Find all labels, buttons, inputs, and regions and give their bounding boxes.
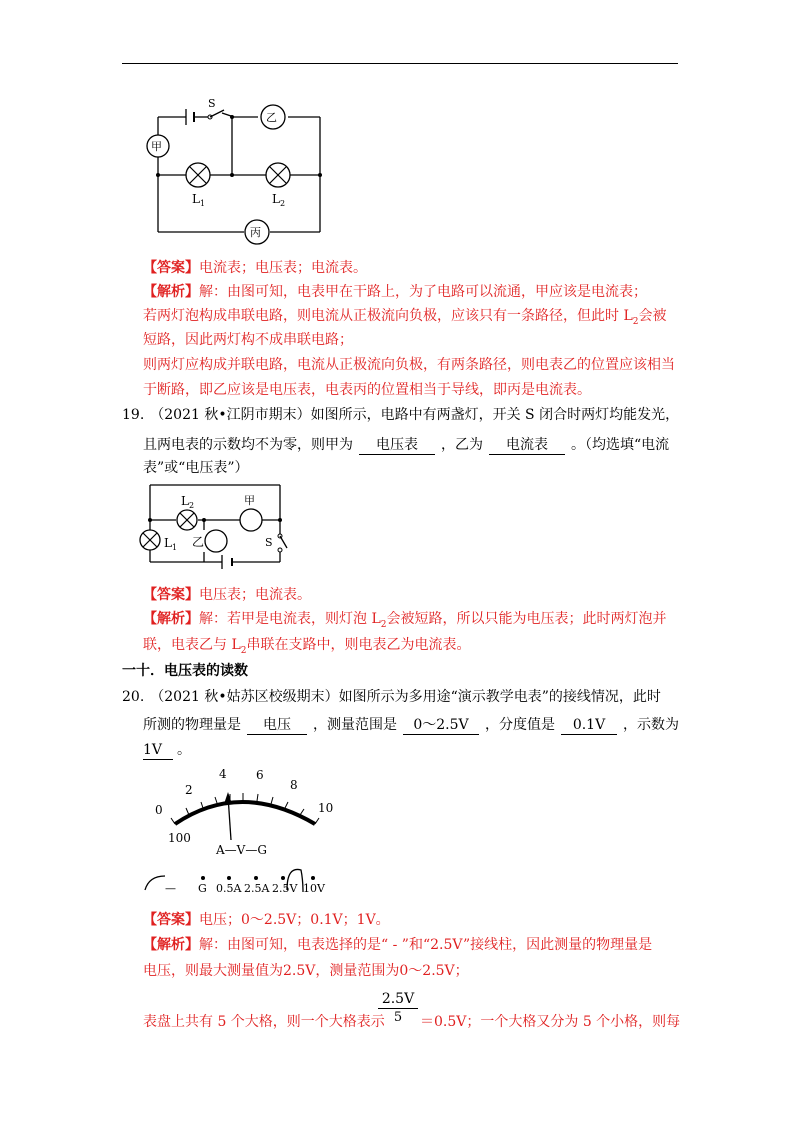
lamp-l1-label: $L_1$ (192, 192, 206, 208)
analysis-tag: 【解析】 (143, 284, 199, 300)
q19-line1: 19. （2021 秋•江阴市期末）如图所示，电路中有两盏灯，开关 S 闭合时两灯均能发光， (122, 407, 680, 423)
q19-analysis-line2: 联，电表乙与 $L_2$串联在支路中，则电表乙为电流表。 (143, 637, 471, 656)
q20-answer (143, 910, 390, 930)
q20-meter-figure (135, 762, 350, 897)
terminal-g: G (198, 882, 207, 895)
q19-circuit-figure (138, 480, 298, 572)
q20-line2: 所测的物理量是 电压 ，测量范围是 0～2.5V ，分度值是 0.1V ，示数为 (143, 717, 679, 733)
tick-4: 4 (219, 767, 227, 781)
dial-bottom-label: 100 (168, 831, 191, 845)
meter-jia (240, 509, 262, 531)
q18-circuit-figure (138, 95, 328, 245)
q20-blank1: 电压 (247, 716, 307, 735)
meter-yi (205, 530, 227, 552)
q19-line2: 且两电表的示数均不为零，则甲为 电压表 ，乙为 电流表 。（均选填“电流 (143, 437, 670, 453)
fraction-numerator: 2.5V (378, 990, 418, 1009)
fraction-denominator: 5 (393, 1010, 403, 1025)
q18-analysis-line5: 于断路，即乙应该是电压表，电表丙的位置相当于导线，即丙是电流表。 (143, 382, 591, 398)
meter-jia-label: 甲 (151, 140, 162, 153)
q19-blank2: 电流表 (489, 436, 565, 455)
meter-bing-label: 丙 (250, 226, 261, 239)
lamp-l2-label: $L_2$ (181, 494, 195, 510)
answer-tag: 【答案】 (143, 912, 199, 928)
q18-analysis-line4: 则两灯应构成并联电路，电流从正极流向负极，有两条路径，则电表乙的位置应该相当 (143, 357, 675, 373)
meter-yi-label: 乙 (266, 111, 277, 124)
q20-blank4: 1V (143, 741, 173, 760)
answer-text: 电压表；电流表。 (199, 587, 311, 603)
switch-label: S (208, 97, 216, 110)
section-heading: 一十．电压表的读数 (122, 663, 248, 679)
analysis-tag: 【解析】 (143, 937, 199, 953)
wire-left (145, 876, 165, 890)
switch-label: S (265, 536, 273, 549)
tick-0: 0 (155, 803, 163, 817)
q20-blank3: 0.1V (561, 716, 617, 735)
q20-analysis-line3a: 表盘上共有 5 个大格，则一个大格表示 (143, 1014, 385, 1030)
question-number: 20. (122, 689, 145, 705)
header-rule (122, 63, 678, 64)
meter-jia-label: 甲 (244, 494, 255, 507)
switch-blade (280, 536, 287, 548)
terminal-0-5a: 0.5A (216, 882, 242, 895)
question-number: 19. (122, 407, 145, 423)
junction-dot (230, 115, 234, 119)
tick-10: 10 (318, 801, 334, 815)
answer-tag: 【答案】 (143, 260, 199, 276)
tick-2: 2 (185, 783, 193, 797)
answer-text: 电压；0～2.5V；0.1V；1V。 (199, 912, 390, 928)
lamp-l2-label: $L_2$ (272, 192, 286, 208)
q19-line3: 表”或“电压表”） (143, 460, 249, 476)
q20-line3: 1V 。 (143, 742, 191, 758)
q18-analysis-line3: 短路，因此两灯构不成串联电路； (143, 332, 353, 348)
q18-analysis-line1: 【解析】解：由图可知，电表甲在干路上，为了电路可以流通，甲应该是电流表； (143, 284, 647, 300)
dial-arc (175, 802, 315, 824)
q18-analysis-line2: 若两灯泡构成串联电路，则电流从正极流向负极，应该只有一条路径，但此时 $L_2$会被 (143, 308, 667, 327)
q19-analysis-line1: 【解析】解：若甲是电流表，则灯泡 $L_2$会被短路，所以只能为电压表；此时两灯泡并 (143, 611, 667, 630)
meter-yi-label: 乙 (192, 535, 205, 549)
q20-analysis-line2: 电压，则最大测量值为2.5V，测量范围为0～2.5V； (143, 963, 469, 979)
pointer-arrow (224, 792, 232, 804)
q19-answer (143, 585, 311, 605)
q20-analysis-line1: 【解析】解：由图可知，电表选择的是“ - ”和“2.5V”接线柱，因此测量的物理量是 (143, 937, 653, 953)
lamp-l1-label: $L_1$ (164, 536, 178, 552)
terminal-2-5a: 2.5A (244, 882, 270, 895)
terminal-minus: — (165, 882, 176, 895)
q19-blank1: 电压表 (359, 436, 435, 455)
analysis-tag: 【解析】 (143, 611, 199, 627)
q18-answer (143, 258, 367, 278)
q20-line1: 20. （2021 秋•姑苏区校级期末）如图所示为多用途“演示教学电表”的接线情况，此时 (122, 689, 661, 705)
terminal-10v: 10V (303, 882, 325, 895)
q20-blank2: 0～2.5V (403, 716, 479, 735)
answer-text: 电流表；电压表；电流表。 (199, 260, 367, 276)
answer-tag: 【答案】 (143, 587, 199, 603)
tick-6: 6 (256, 768, 264, 782)
meter-type-label: A—V—G (216, 843, 267, 857)
tick-8: 8 (290, 778, 298, 792)
terminal-2-5v: 2.5V (272, 882, 298, 895)
q20-analysis-line3b: ＝0.5V；一个大格又分为 5 个小格，则每 (420, 1014, 681, 1030)
